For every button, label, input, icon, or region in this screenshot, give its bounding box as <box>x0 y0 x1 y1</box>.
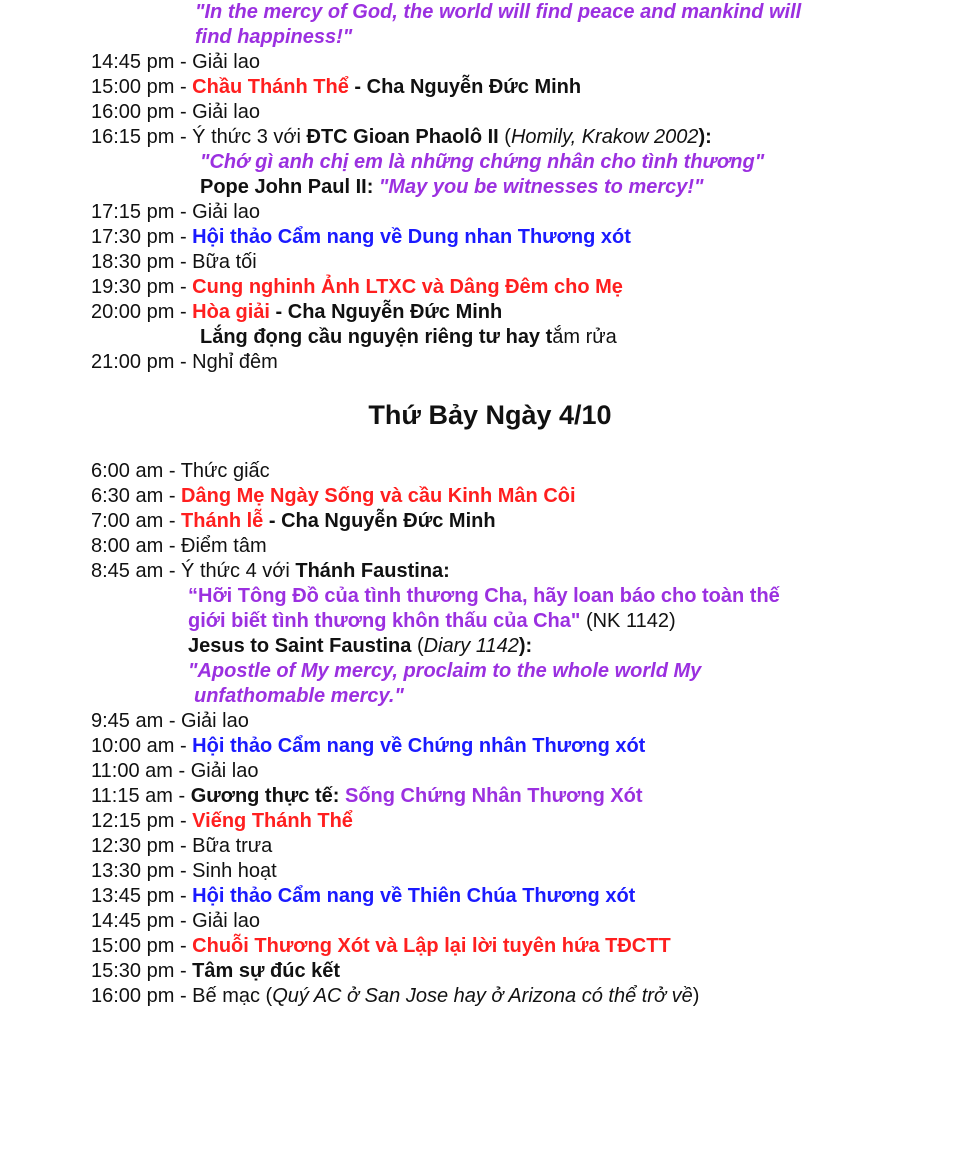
reflection-line <box>200 325 617 350</box>
item-activity: Hòa giải <box>192 301 270 323</box>
item-activity: Cung nghinh Ảnh LTXC và Dâng Đêm cho Mẹ <box>192 276 623 298</box>
item-text: Giải lao <box>192 910 260 932</box>
schedule-item <box>91 834 272 859</box>
item-time: 8:45 am - <box>91 560 182 582</box>
item-text: Bữa trưa <box>192 835 273 857</box>
item-time: 15:30 pm - <box>91 960 193 982</box>
item-time: 21:00 pm - <box>91 351 193 373</box>
item-bold: ĐTC Gioan Phaolô II <box>306 126 499 148</box>
schedule-item <box>91 100 260 125</box>
item-text: Thức giấc <box>180 460 270 482</box>
item-text: Giải lao <box>181 710 249 732</box>
schedule-item <box>91 884 635 909</box>
schedule-item <box>91 50 260 75</box>
item-time: 6:00 am - <box>91 460 181 482</box>
item-time: 15:00 pm - <box>91 76 193 98</box>
pope-quote: "May you be witnesses to mercy!" <box>378 176 704 198</box>
item-paren-open: ( <box>498 126 511 148</box>
schedule-item <box>91 300 502 325</box>
faustina-nk-ref: (NK 1142) <box>580 610 676 632</box>
faustina-en-line-2: unfathomable mercy." <box>194 685 404 707</box>
item-time: 15:00 pm - <box>91 935 193 957</box>
schedule-item <box>91 459 270 484</box>
item-purple: Sống Chứng Nhân Thương Xót <box>344 785 643 807</box>
quote-vn: "Chớ gì anh chị em là những chứng nhân cho tình thương" <box>200 151 765 173</box>
item-time: 9:45 am - <box>91 710 182 732</box>
schedule-item <box>91 734 645 759</box>
item-priest: Cha Nguyễn Đức Minh <box>281 510 496 532</box>
item-paren-close: ): <box>698 126 712 148</box>
schedule-item <box>91 225 631 250</box>
item-activity: Dâng Mẹ Ngày Sống và cầu Kinh Mân Côi <box>181 485 576 507</box>
item-italic: Homily, Krakow 2002 <box>510 126 699 148</box>
schedule-item <box>91 984 699 1009</box>
schedule-item <box>91 534 267 559</box>
item-text: Giải lao <box>192 201 260 223</box>
item-time: 16:00 pm - <box>91 985 193 1007</box>
item-time: 20:00 pm - <box>91 301 193 323</box>
pope-quote-line <box>200 175 704 200</box>
item-italic: Quý AC ở San Jose hay ở Arizona có thể trở về <box>272 985 693 1007</box>
jesus-paren-open: ( <box>411 635 424 657</box>
quote-en-line-1: "In the mercy of God, the world will find peace and mankind will <box>195 1 802 23</box>
item-time: 10:00 am - <box>91 735 193 757</box>
item-time: 18:30 pm - <box>91 251 193 273</box>
item-time: 11:15 am - <box>91 785 191 807</box>
schedule-item <box>91 200 260 225</box>
item-text: Sinh hoạt <box>192 860 277 882</box>
item-time: 14:45 pm - <box>91 910 193 932</box>
jesus-diary: Diary 1142 <box>423 635 519 657</box>
item-bold: Thánh Faustina: <box>295 560 450 582</box>
jesus-paren-close: ): <box>518 635 533 657</box>
item-time: 13:45 pm - <box>91 885 193 907</box>
item-activity: Chuỗi Thương Xót và Lập lại lời tuyên hứa TĐCTT <box>192 935 671 957</box>
item-text: Bữa tối <box>192 251 257 273</box>
reflection-bold: Lắng đọng cầu nguyện riêng tư hay t <box>200 326 553 348</box>
item-text: Giải lao <box>190 760 259 782</box>
item-priest: Cha Nguyễn Đức Minh <box>366 76 582 98</box>
schedule-item <box>91 809 353 834</box>
item-bold: Tâm sự đúc kết <box>192 960 341 982</box>
schedule-item <box>91 784 643 809</box>
schedule-item <box>91 709 249 734</box>
schedule-item <box>91 250 257 275</box>
item-time: 16:15 pm - <box>91 126 193 148</box>
item-text: Nghỉ đêm <box>192 351 278 373</box>
item-sep: - <box>348 76 367 98</box>
schedule-item <box>91 275 623 300</box>
schedule-item <box>91 959 340 984</box>
item-time: 8:00 am - <box>91 535 182 557</box>
item-time: 14:45 pm - <box>91 51 193 73</box>
quote-en-line-2: find happiness!" <box>195 26 353 48</box>
faustina-vn-line-1: “Hỡi Tông Đồ của tình thương Cha, hãy loan báo cho toàn thế <box>188 585 780 607</box>
reflection-rest: ắm rửa <box>552 326 617 348</box>
faustina-en-line-1: "Apostle of My mercy, proclaim to the whole world My <box>188 660 702 682</box>
jesus-label: Jesus to Saint Faustina <box>188 635 412 657</box>
item-activity: Hội thảo Cẩm nang về Chứng nhân Thương xót <box>192 735 646 757</box>
item-paren-close: ) <box>692 985 700 1007</box>
schedule-item <box>91 559 450 584</box>
item-time: 6:30 am - <box>91 485 182 507</box>
faustina-vn-line-2 <box>188 609 676 634</box>
item-activity: Hội thảo Cẩm nang về Dung nhan Thương xót <box>192 226 631 248</box>
schedule-item <box>91 934 671 959</box>
schedule-item <box>91 859 277 884</box>
schedule-item <box>91 75 581 100</box>
item-time: 17:15 pm - <box>91 201 193 223</box>
item-text: Giải lao <box>192 51 260 73</box>
item-time: 11:00 am - <box>91 760 191 782</box>
day-heading: Thứ Bảy Ngày 4/10 <box>368 400 612 430</box>
item-text: Điểm tâm <box>181 535 267 557</box>
item-time: 12:15 pm - <box>91 810 193 832</box>
item-activity: Thánh lễ <box>181 510 264 532</box>
faustina-vn-text: giới biết tình thương khôn thấu của Cha" <box>188 610 581 632</box>
item-bold: Gương thực tế: <box>190 785 345 807</box>
schedule-item <box>91 125 712 150</box>
item-pre: Ý thức 3 với <box>192 126 307 148</box>
item-activity: Viếng Thánh Thể <box>192 810 353 832</box>
item-sep: - <box>269 301 288 323</box>
item-priest: Cha Nguyễn Đức Minh <box>287 301 503 323</box>
item-pre: Bế mạc ( <box>192 985 273 1007</box>
item-time: 19:30 pm - <box>91 276 193 298</box>
item-activity: Hội thảo Cẩm nang về Thiên Chúa Thương xót <box>192 885 636 907</box>
schedule-item <box>91 909 260 934</box>
item-sep: - <box>263 510 282 532</box>
schedule-item <box>91 759 259 784</box>
item-time: 12:30 pm - <box>91 835 193 857</box>
pope-label: Pope John Paul II: <box>200 176 379 198</box>
jesus-line <box>188 634 532 659</box>
schedule-item <box>91 484 576 509</box>
item-text: Giải lao <box>192 101 260 123</box>
schedule-item <box>91 509 496 534</box>
item-time: 17:30 pm - <box>91 226 193 248</box>
item-time: 13:30 pm - <box>91 860 193 882</box>
item-time: 16:00 pm - <box>91 101 193 123</box>
item-pre: Ý thức 4 với <box>181 560 296 582</box>
schedule-item <box>91 350 278 375</box>
item-time: 7:00 am - <box>91 510 182 532</box>
item-activity: Chầu Thánh Thể <box>192 76 349 98</box>
